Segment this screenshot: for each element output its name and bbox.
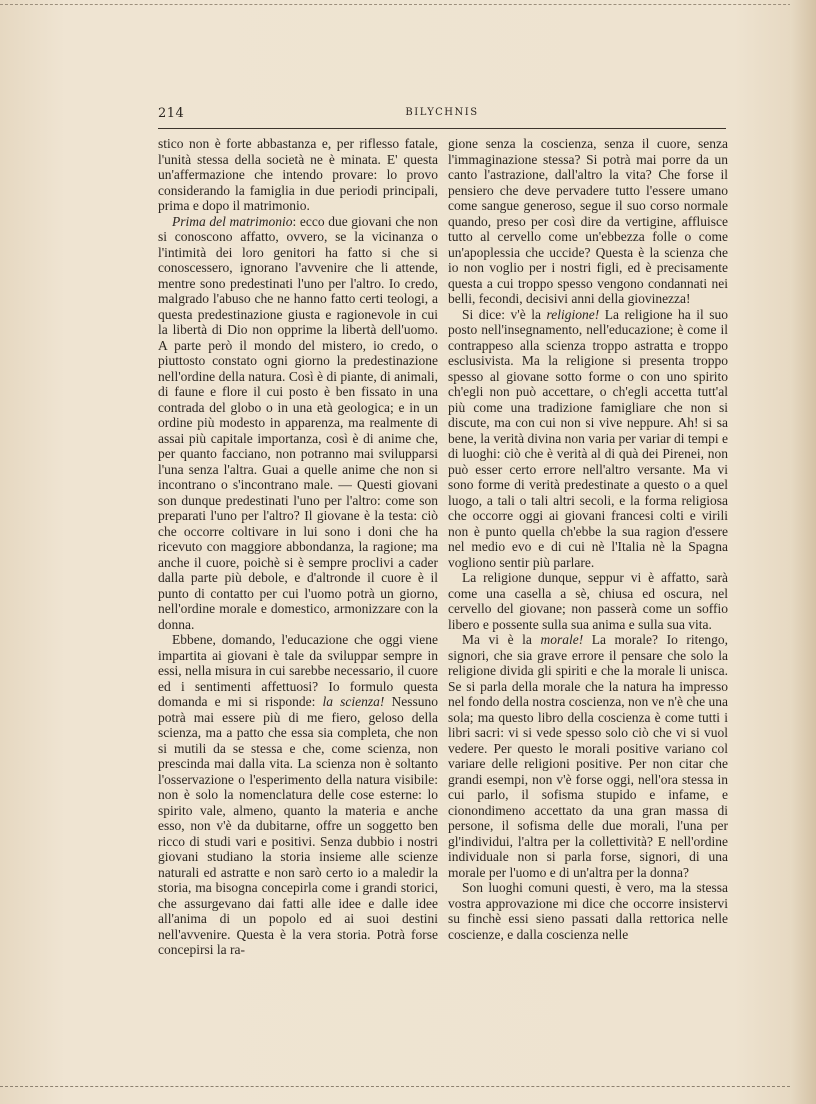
- paragraph: [158, 632, 438, 958]
- paragraph: La religione dunque, seppur vi è affatto, sarà come una casella a sè, chiusa ed oscura, nel cervello del giovane; non passerà come un soffio libero e possente sulla sua anima e sulla sua vita.: [448, 570, 728, 632]
- running-head: [158, 106, 726, 126]
- paragraph: stico non è forte abbastanza e, per riflesso fatale, l'unità stessa della società ne è minata. E' questa un'affermazione che intendo provare: lo provo considerando la famiglia in due periodi principali, prima e dopo il matrimonio.: [158, 136, 438, 213]
- header-rule: [158, 128, 726, 129]
- paragraph-text: La religione ha il suo posto nell'insegnamento, nell'educazione; è come il contrappeso alla scienza troppo astratta e troppo esclusivista. Ma la religione si presenta troppo spesso al giovane sotto forme o con uno spirito ch'egli non può accettare, o ch'egli accetta tutt'al più come una tradizione famigliare che non si discute, ma con cui non si vive neppure. Ah! si sa bene, la verità divina non varia per variar di tempi e di luoghi: ciò che è verità al di quà dei Pirenei, non può esser certo errore nell'altro versante. Ma vi sono forme di verità predestinate a questo o a quel luogo, a tali o tali altri secoli, e la forma religiosa che occorre oggi ai giovani francesi colti e virili non è punto quella ch'ebbe la sua ragion d'essere nel medio evo e di cui nè l'Italia nè la Spagna vogliono sentir più parlare.: [448, 306, 729, 570]
- page-right-edge: [790, 0, 816, 1104]
- emphasis: la scienza!: [322, 694, 385, 709]
- journal-title: BILYCHNIS: [405, 107, 479, 118]
- paragraph-text: : ecco due giovani che non si conoscono affatto, ovvero, se la vicinanza o l'intimità dei loro genitori ha fatto si che si conoscessero, ignorano l'avvenire che li attende, mentre sono predestinati l'uno per l'altro. Io credo, malgrado l'abuso che ne hanno fatto certi teologi, a questa predestinazione giusta e ragionevole in cui la libertà di Dio non opprime la libertà dell'uomo. A parte però il mondo del mistero, io credo, o piuttosto constato ogni giorno la predestinazione nell'ordine della natura. Così è di piante, di animali, di faune e flore il cui posto è ben fissato in una contrada del globo o in una età geologica; e in un ordine più modesto in apparenza, ma realmente di assai più capitale importanza, così è di anime che, per quanto facciano, non potranno mai svilupparsi l'una senza l'altra. Guai a quelle anime che non si incontrano o s'incontrano male. — Questi giovani son dunque predestinati l'uno per l'altro: come son preparati l'uno per l'altro? Il giovane è la testa: ciò che occorre coltivare in lui sono i doni che ha ricevuto con maggiore abbondanza, la ragione; ma anche il cuore, poichè si è sempre proclivi a cader dalla parte più debole, e d'altronde il cuore è il punto di contatto per cui l'uomo potrà un giorno, nell'ordine morale e domestico, armonizzare con la donna.: [158, 213, 438, 632]
- paragraph-text: Si dice: v'è la: [462, 306, 547, 322]
- page-top-edge: [0, 4, 816, 5]
- paragraph-text: Nessuno potrà mai essere più di me fiero, geloso della scienza, ma a patto che essa sia completa, che non si mutili da se stessa e che, come scienza, non prescinda mai dalla vita. La scienza non è soltanto l'osservazione o l'esperimento della natura visibile: non è solo la nomenclatura delle cose esterne: lo spirito vale, almeno, quanto la materia e anche esso, non v'è da dubitarne, offre un soggetto ben ricco di studi vari e positivi. Senza dubbio i nostri giovani studiano la storia insieme alle scienze naturali ed astratte e non sarò certo io a maledir la storia, ma bisogna concepirla come i grandi storici, che assurgevano dai fatti alle idee e dalle idee all'anima di un popolo ed ai suoi destini nell'avvenire. Questa è la vera storia. Potrà forse concepirsi la ra-: [158, 694, 438, 957]
- paragraph-text: La morale? Io ritengo, signori, che sia grave errore il pensare che solo la religione divida gli spiriti e che la morale li unisca. Se si parla della morale che la natura ha impresso nel fondo della nostra coscienza, non ve n'è che una sola; ma questo libro della coscienza è come tutti i libri sacri: vi si vede spesso solo ciò che vi si vuol vedere. Per questo le morali positive variano col variare delle religioni positive. Per non citar che grandi esempi, non v'è forse oggi, nell'ora stessa in cui parlo, il sofisma stupido e infame, e cionondimeno accettato da una gran massa di persone, il sofisma delle due morali, l'una per gl'individui, l'altra per la collettività? E nell'ordine individuale non si parla forse, signori, di una morale per l'uomo e di un'altra per la donna?: [448, 632, 728, 880]
- emphasis: morale!: [540, 632, 584, 647]
- paragraph: Son luoghi comuni questi, è vero, ma la stessa vostra approvazione mi dice che occorre insistervi su finchè essi sieno passati dalla rettorica nelle coscienze, e dalla coscienza nelle: [448, 880, 728, 942]
- page-number: 214: [158, 106, 185, 121]
- left-column: [158, 136, 438, 958]
- paragraph-text: Ma vi è la: [462, 632, 541, 647]
- paragraph: [448, 632, 728, 880]
- paragraph: [158, 214, 438, 633]
- section-lead: Prima del matrimonio: [172, 213, 293, 229]
- paragraph: gione senza la coscienza, senza il cuore, senza l'immaginazione stessa? Si potrà mai porre da un canto l'astrazione, dall'altro la vita? Che forse il pensiero che deve pervadere tutto l'essere umano come sangue generoso, segue il suo corso normale quando, preso per così dire da vertigine, affluisce tutto al cervello come un'ebbezza folle o come un'apoplessia che uccide? Questa è la scienza che io non voglio per i nostri figli, ed è precisamente questa a cui troppo spesso vengono condannati nei belli, fecondi, decisivi anni della giovinezza!: [448, 136, 728, 306]
- paragraph: [448, 307, 728, 571]
- right-column: [448, 136, 728, 942]
- paragraph-text: Ebbene, domando, l'educazione che oggi viene impartita ai giovani è tale da sviluppar sempre in essi, nella misura in cui sarebbe necessario, il cuore ed i sentimenti affettuosi? Io formulo questa domanda e mi si risponde:: [158, 632, 438, 709]
- emphasis: religione!: [546, 306, 600, 322]
- page-bottom-edge: [0, 1086, 790, 1087]
